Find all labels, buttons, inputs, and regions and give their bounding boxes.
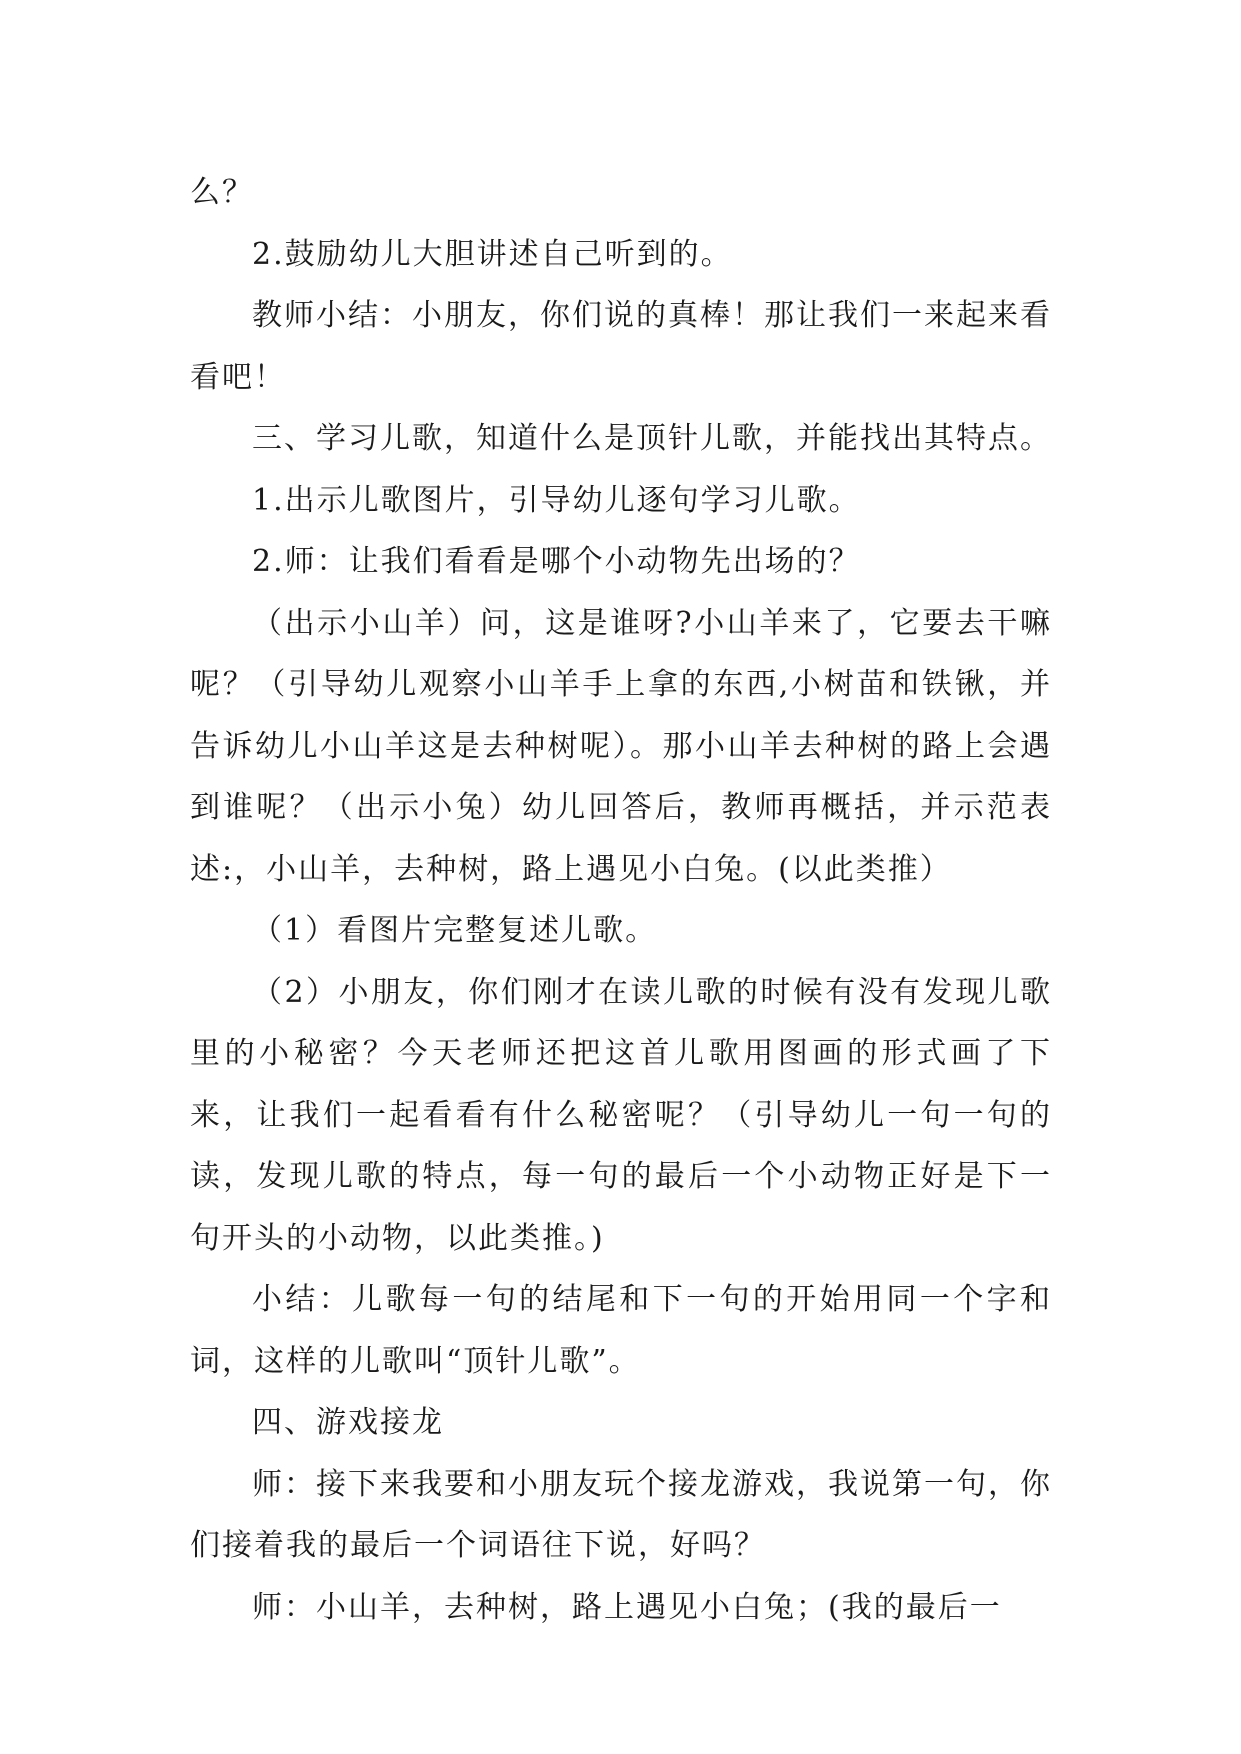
section-heading: 四、游戏接龙 [252,1405,444,1440]
paragraph: 教师小结：小朋友，你们说的真棒！那让我们一来起来看看吧！ [190,298,1052,395]
paragraph: （1）看图片完整复述儿歌。 [252,913,658,948]
paragraph: 小结：儿歌每一句的结尾和下一句的开始用同一个字和词，这样的儿歌叫“顶针儿歌”。 [190,1282,1052,1379]
paragraph: 么？ [190,175,254,210]
paragraph: （出示小山羊）问，这是谁呀?小山羊来了，它要去干嘛呢？（引导幼儿观察小山羊手上拿的东西,小树苗和铁锹，并告诉幼儿小山羊这是去种树呢）。那小山羊去种树的路上会遇到谁呢？（出示小兔）幼儿回答后，教师再概括，并示范表述:，小山羊，去种树，路上遇见小白兔。(以此类推） [190,605,1052,887]
paragraph: 2.师：让我们看看是哪个小动物先出场的？ [252,544,861,579]
paragraph: （2）小朋友，你们刚才在读儿歌的时候有没有发现儿歌里的小秘密？今天老师还把这首儿歌用图画的形式画了下来，让我们一起看看有什么秘密呢？（引导幼儿一句一句的读，发现儿歌的特点，每一句的最后一个小动物正好是下一句开头的小动物，以此类推。) [190,974,1052,1256]
paragraph: 师：小山羊，去种树，路上遇见小白兔；(我的最后一 [252,1589,1002,1625]
document-body [190,162,1052,1638]
paragraph: 2.鼓励幼儿大胆讲述自己听到的。 [252,236,733,272]
paragraph: 师：接下来我要和小朋友玩个接龙游戏，我说第一句，你们接着我的最后一个词语往下说，好吗？ [190,1466,1052,1563]
paragraph: 1.出示儿歌图片，引导幼儿逐句学习儿歌。 [252,482,861,518]
section-heading: 三、学习儿歌，知道什么是顶针儿歌，并能找出其特点。 [252,421,1052,456]
